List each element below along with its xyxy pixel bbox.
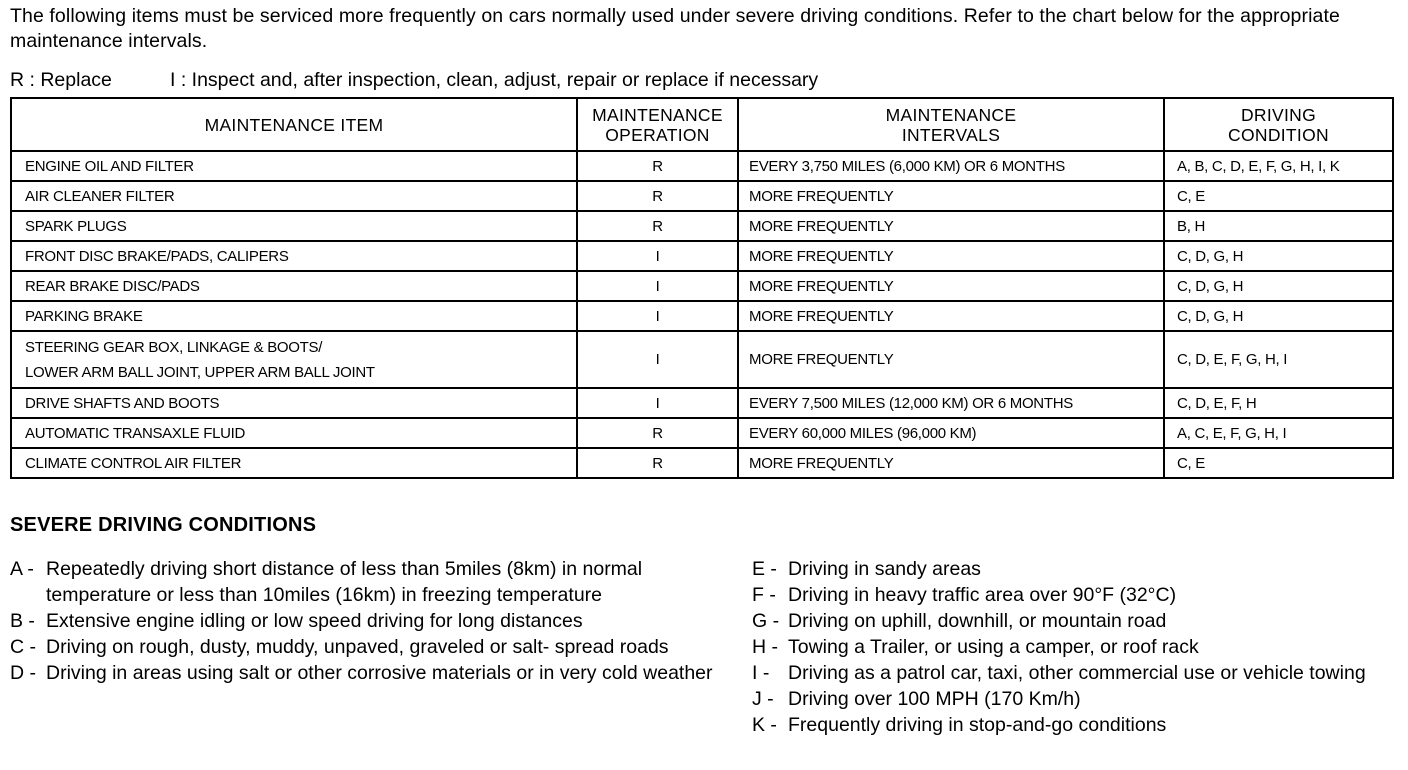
- cell-condition: C, D, G, H: [1164, 301, 1393, 331]
- condition-text: Extensive engine idling or low speed driving for long distances: [46, 610, 583, 632]
- table-row: [11, 301, 1393, 331]
- condition-text: Driving in heavy traffic area over 90°F (32°C): [788, 584, 1177, 606]
- condition-d: [10, 660, 732, 686]
- table-row: [11, 448, 1393, 478]
- condition-text: Driving over 100 MPH (170 Km/h): [788, 688, 1081, 710]
- cell-interval: EVERY 7,500 MILES (12,000 KM) OR 6 MONTHS: [738, 388, 1164, 418]
- cell-operation: R: [577, 418, 738, 448]
- cell-operation: R: [577, 211, 738, 241]
- cell-interval: MORE FREQUENTLY: [738, 181, 1164, 211]
- condition-letter: I -: [752, 662, 770, 684]
- cell-operation: I: [577, 301, 738, 331]
- header-maintenance-item: MAINTENANCE ITEM: [11, 98, 577, 151]
- legend-replace: R : Replace: [10, 69, 112, 91]
- cell-interval: MORE FREQUENTLY: [738, 241, 1164, 271]
- table-row: [11, 388, 1393, 418]
- cell-item: AIR CLEANER FILTER: [11, 181, 577, 211]
- cell-item: ENGINE OIL AND FILTER: [11, 151, 577, 181]
- table-row: [11, 211, 1393, 241]
- condition-text: Driving on uphill, downhill, or mountain road: [788, 610, 1167, 632]
- condition-b: [10, 608, 732, 634]
- intro-paragraph: The following items must be serviced more frequently on cars normally used under severe driving conditions. Refer to the chart below for the appropriate maintenance intervals.: [10, 5, 1340, 52]
- header-maintenance-operation: MAINTENANCE OPERATION: [577, 98, 738, 151]
- cell-item: [11, 331, 577, 388]
- cell-operation: I: [577, 241, 738, 271]
- condition-letter: A -: [10, 558, 34, 580]
- legend-line: [10, 68, 1400, 92]
- cell-item: REAR BRAKE DISC/PADS: [11, 271, 577, 301]
- table-row: [11, 331, 1393, 388]
- cell-operation: I: [577, 388, 738, 418]
- condition-letter: H -: [752, 636, 778, 658]
- cell-condition: B, H: [1164, 211, 1393, 241]
- condition-c: [10, 634, 732, 660]
- condition-g: [752, 608, 1394, 634]
- condition-text: Driving as a patrol car, taxi, other commercial use or vehicle towing: [788, 662, 1366, 684]
- cell-item: AUTOMATIC TRANSAXLE FLUID: [11, 418, 577, 448]
- cell-interval: MORE FREQUENTLY: [738, 301, 1164, 331]
- cell-interval: EVERY 3,750 MILES (6,000 KM) OR 6 MONTHS: [738, 151, 1164, 181]
- cell-item: DRIVE SHAFTS AND BOOTS: [11, 388, 577, 418]
- condition-f: [752, 582, 1394, 608]
- condition-letter: C -: [10, 636, 36, 658]
- cell-item: SPARK PLUGS: [11, 211, 577, 241]
- table-row: [11, 271, 1393, 301]
- table-header-row: [11, 98, 1393, 151]
- cell-item: PARKING BRAKE: [11, 301, 577, 331]
- condition-letter: D -: [10, 662, 36, 684]
- header-maintenance-intervals: MAINTENANCE INTERVALS: [738, 98, 1164, 151]
- condition-a: [10, 556, 732, 608]
- table-row: [11, 181, 1393, 211]
- severe-conditions-title: SEVERE DRIVING CONDITIONS: [10, 514, 317, 536]
- cell-interval: MORE FREQUENTLY: [738, 211, 1164, 241]
- table-row: [11, 418, 1393, 448]
- condition-e: [752, 556, 1394, 582]
- condition-text: Driving in sandy areas: [788, 558, 981, 580]
- condition-text: Driving in areas using salt or other corrosive materials or in very cold weather: [46, 662, 713, 684]
- cell-operation: R: [577, 151, 738, 181]
- cell-item: FRONT DISC BRAKE/PADS, CALIPERS: [11, 241, 577, 271]
- cell-item-line-2: LOWER ARM BALL JOINT, UPPER ARM BALL JOINT: [25, 363, 375, 381]
- condition-text: Frequently driving in stop-and-go conditions: [788, 714, 1167, 736]
- table-row: [11, 241, 1393, 271]
- conditions-left-list: [10, 556, 732, 686]
- condition-letter: F -: [752, 584, 776, 606]
- cell-condition: C, E: [1164, 448, 1393, 478]
- cell-item: CLIMATE CONTROL AIR FILTER: [11, 448, 577, 478]
- condition-text: Driving on rough, dusty, muddy, unpaved, graveled or salt- spread roads: [46, 636, 669, 658]
- condition-j: [752, 686, 1394, 712]
- condition-letter: K -: [752, 714, 777, 736]
- condition-i: [752, 660, 1394, 686]
- cell-operation: I: [577, 271, 738, 301]
- legend-inspect: I : Inspect and, after inspection, clean, adjust, repair or replace if necessary: [170, 69, 819, 91]
- condition-letter: B -: [10, 610, 35, 632]
- condition-letter: J -: [752, 688, 774, 710]
- condition-k: [752, 712, 1394, 738]
- cell-interval: EVERY 60,000 MILES (96,000 KM): [738, 418, 1164, 448]
- condition-text: Towing a Trailer, or using a camper, or roof rack: [788, 636, 1199, 658]
- cell-interval: MORE FREQUENTLY: [738, 331, 1164, 388]
- header-driving-condition: DRIVING CONDITION: [1164, 98, 1393, 151]
- table-row: [11, 151, 1393, 181]
- cell-condition: A, C, E, F, G, H, I: [1164, 418, 1393, 448]
- cell-condition: A, B, C, D, E, F, G, H, I, K: [1164, 151, 1393, 181]
- condition-letter: G -: [752, 610, 780, 632]
- cell-condition: C, D, G, H: [1164, 271, 1393, 301]
- maintenance-table: [10, 97, 1394, 479]
- conditions-right-list: [752, 556, 1394, 738]
- condition-h: [752, 634, 1394, 660]
- condition-text: Repeatedly driving short distance of less than 5miles (8km) in normal temperature or less than 10miles (16km) in freezing temperature: [46, 558, 643, 606]
- cell-operation: R: [577, 448, 738, 478]
- cell-operation: R: [577, 181, 738, 211]
- cell-item-line-1: STEERING GEAR BOX, LINKAGE & BOOTS/: [25, 338, 323, 356]
- cell-condition: C, E: [1164, 181, 1393, 211]
- cell-operation: I: [577, 331, 738, 388]
- condition-letter: E -: [752, 558, 777, 580]
- cell-interval: MORE FREQUENTLY: [738, 271, 1164, 301]
- cell-interval: MORE FREQUENTLY: [738, 448, 1164, 478]
- cell-condition: C, D, G, H: [1164, 241, 1393, 271]
- cell-condition: C, D, E, F, H: [1164, 388, 1393, 418]
- cell-condition: C, D, E, F, G, H, I: [1164, 331, 1393, 388]
